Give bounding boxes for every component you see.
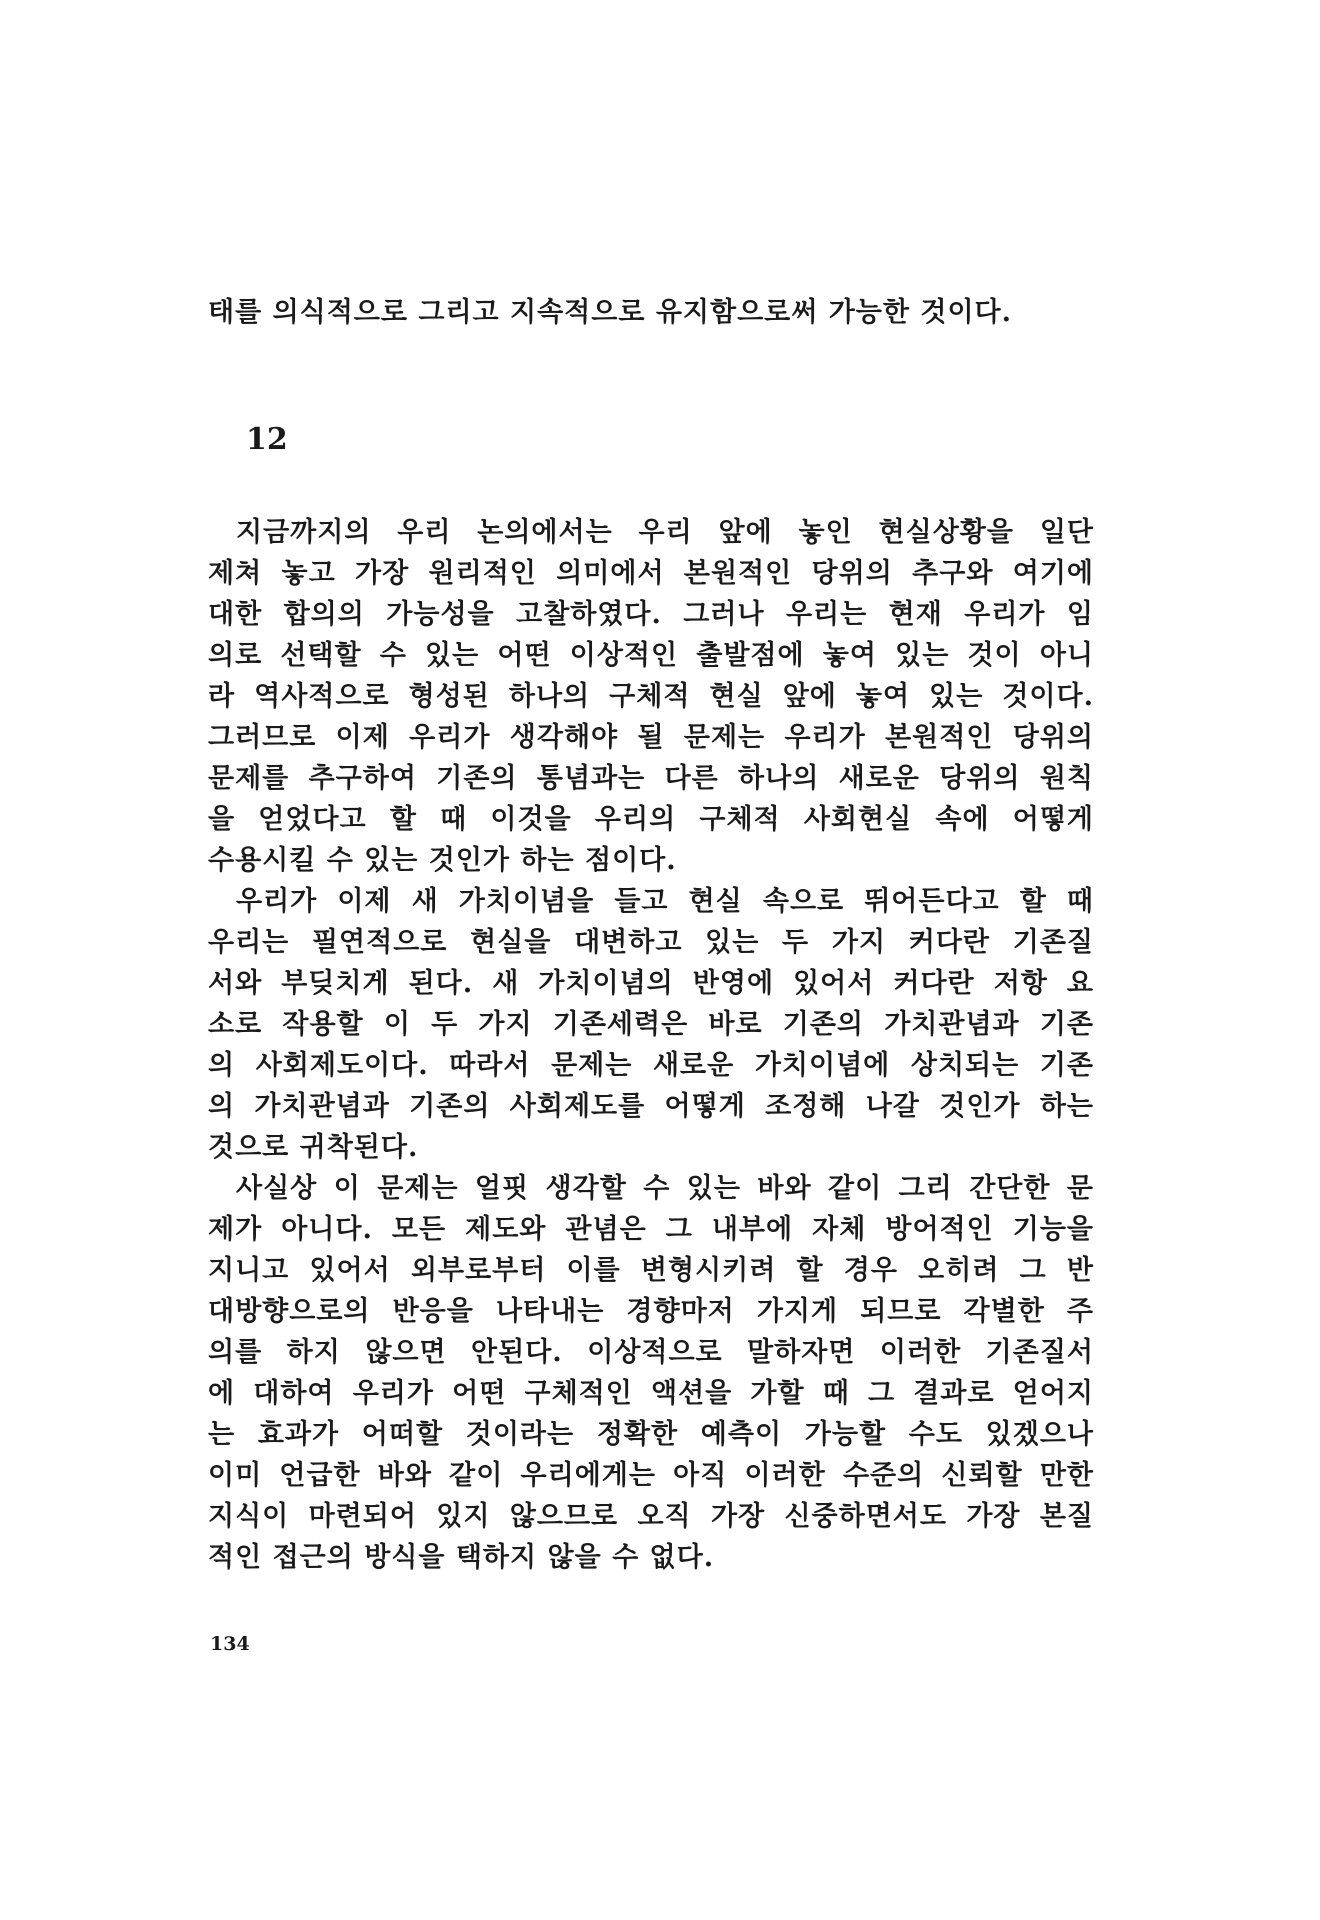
text-line: 태를 의식적으로 그리고 지속적으로 유지함으로써 가능한 것이다.: [208, 297, 1013, 328]
text-line: 그러므로 이제 우리가 생각해야 될 문제는 우리가 본원적인 당위의: [208, 722, 1094, 753]
text-line: 는 효과가 어떠할 것이라는 정확한 예측이 가능할 수도 있겠으나: [208, 1419, 1094, 1450]
text-line: 을 얻었다고 할 때 이것을 우리의 구체적 사회현실 속에 어떻게: [208, 804, 1094, 835]
text-line: 이미 언급한 바와 같이 우리에게는 아직 이러한 수준의 신뢰할 만한: [208, 1460, 1094, 1491]
section-number: 12: [246, 422, 288, 457]
text-line: 의 사회제도이다. 따라서 문제는 새로운 가치이념에 상치되는 기존: [208, 1050, 1094, 1081]
text-line: 의를 하지 않으면 안된다. 이상적으로 말하자면 이러한 기존질서: [208, 1337, 1094, 1368]
text-line: 것으로 귀착된다.: [208, 1132, 419, 1163]
text-line: 지니고 있어서 외부로부터 이를 변형시키려 할 경우 오히려 그 반: [208, 1255, 1094, 1286]
text-line: 우리는 필연적으로 현실을 대변하고 있는 두 가지 커다란 기존질: [208, 927, 1094, 958]
text-line: 에 대하여 우리가 어떤 구체적인 액션을 가할 때 그 결과로 얻어지: [208, 1378, 1094, 1409]
text-line: 사실상 이 문제는 얼핏 생각할 수 있는 바와 같이 그리 간단한 문: [236, 1173, 1094, 1204]
text-line: 제쳐 놓고 가장 원리적인 의미에서 본원적인 당위의 추구와 여기에: [208, 558, 1094, 589]
text-line: 문제를 추구하여 기존의 통념과는 다른 하나의 새로운 당위의 원칙: [208, 763, 1094, 794]
page-number: 134: [210, 1633, 250, 1655]
text-line: 대방향으로의 반응을 나타내는 경향마저 가지게 되므로 각별한 주: [208, 1296, 1094, 1327]
text-line: 지식이 마련되어 있지 않으므로 오직 가장 신중하면서도 가장 본질: [208, 1501, 1094, 1532]
text-line: 우리가 이제 새 가치이념을 들고 현실 속으로 뛰어든다고 할 때: [236, 886, 1094, 917]
text-line: 제가 아니다. 모든 제도와 관념은 그 내부에 자체 방어적인 기능을: [208, 1214, 1094, 1245]
text-line: 지금까지의 우리 논의에서는 우리 앞에 놓인 현실상황을 일단: [236, 517, 1094, 548]
text-line: 수용시킬 수 있는 것인가 하는 점이다.: [208, 845, 677, 876]
text-line: 서와 부딪치게 된다. 새 가치이념의 반영에 있어서 커다란 저항 요: [208, 968, 1094, 999]
text-line: 의 가치관념과 기존의 사회제도를 어떻게 조정해 나갈 것인가 하는: [208, 1091, 1094, 1122]
body-text: [208, 512, 1094, 1578]
text-line: 의로 선택할 수 있는 어떤 이상적인 출발점에 놓여 있는 것이 아니: [208, 640, 1094, 671]
text-line: 대한 합의의 가능성을 고찰하였다. 그러나 우리는 현재 우리가 임: [208, 599, 1094, 630]
text-line: 적인 접근의 방식을 택하지 않을 수 없다.: [208, 1542, 715, 1573]
text-line: 소로 작용할 이 두 가지 기존세력은 바로 기존의 가치관념과 기존: [208, 1009, 1094, 1040]
text-line: 라 역사적으로 형성된 하나의 구체적 현실 앞에 놓여 있는 것이다.: [208, 681, 1094, 712]
carried-over-line: [208, 292, 1094, 333]
